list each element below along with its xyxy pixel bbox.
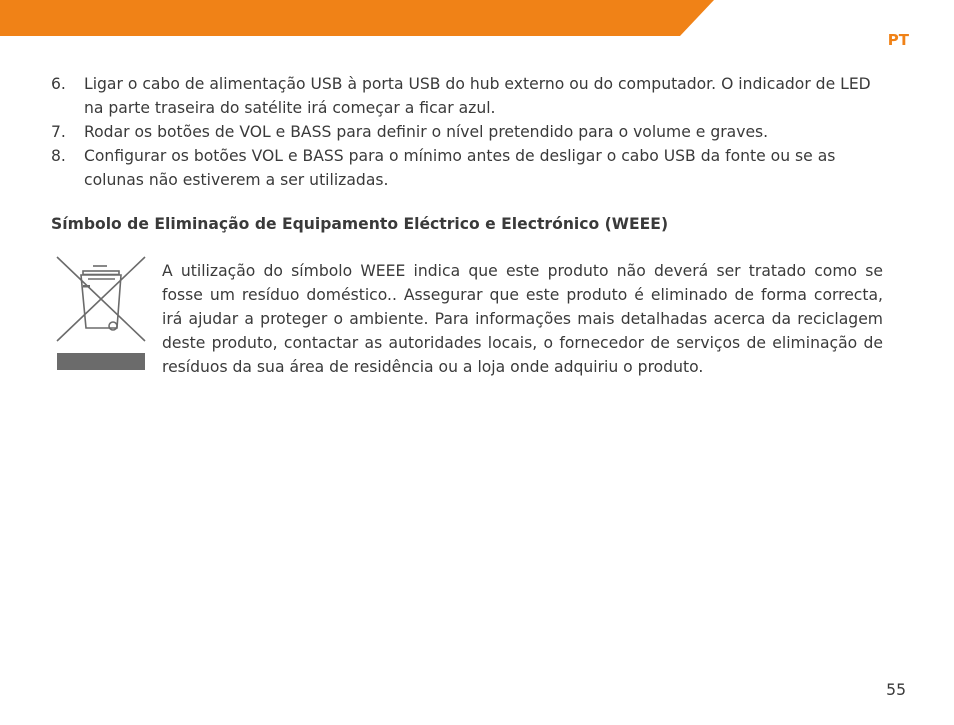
instruction-steps <box>51 72 883 192</box>
page-number: 55 <box>886 681 906 699</box>
step-text: Configurar os botões VOL e BASS para o mínimo antes de desligar o cabo USB da fonte ou se as colunas não estiverem a ser utilizadas. <box>84 147 836 189</box>
language-code: PT <box>887 31 909 49</box>
step-number: 7. <box>51 123 66 141</box>
step-text: Ligar o cabo de alimentação USB à porta USB do hub externo ou do computador. O indicador de LED na parte traseira do satélite irá começar a ficar azul. <box>84 75 871 117</box>
step-number: 6. <box>51 75 66 93</box>
header-band <box>0 0 954 40</box>
step-item <box>51 72 883 120</box>
crossed-out-wheelie-bin-icon <box>55 255 147 371</box>
step-text: Rodar os botões de VOL e BASS para definir o nível pretendido para o volume e graves. <box>84 123 769 141</box>
step-item <box>51 144 883 192</box>
weee-heading: Símbolo de Eliminação de Equipamento Eléctrico e Electrónico (WEEE) <box>51 215 669 233</box>
step-number: 8. <box>51 147 66 165</box>
step-item <box>51 120 883 144</box>
weee-paragraph: A utilização do símbolo WEEE indica que este produto não deverá ser tratado como se fosse um resíduo doméstico.. Assegurar que este produto é eliminado de forma correcta, irá ajudar a proteger o ambiente. Para informações mais detalhadas acerca da reciclagem deste produto, contactar as autoridades locais, o fornecedor de serviços de eliminação de resíduos da sua área de residência ou a loja onde adquiriu o produto. <box>162 262 883 376</box>
